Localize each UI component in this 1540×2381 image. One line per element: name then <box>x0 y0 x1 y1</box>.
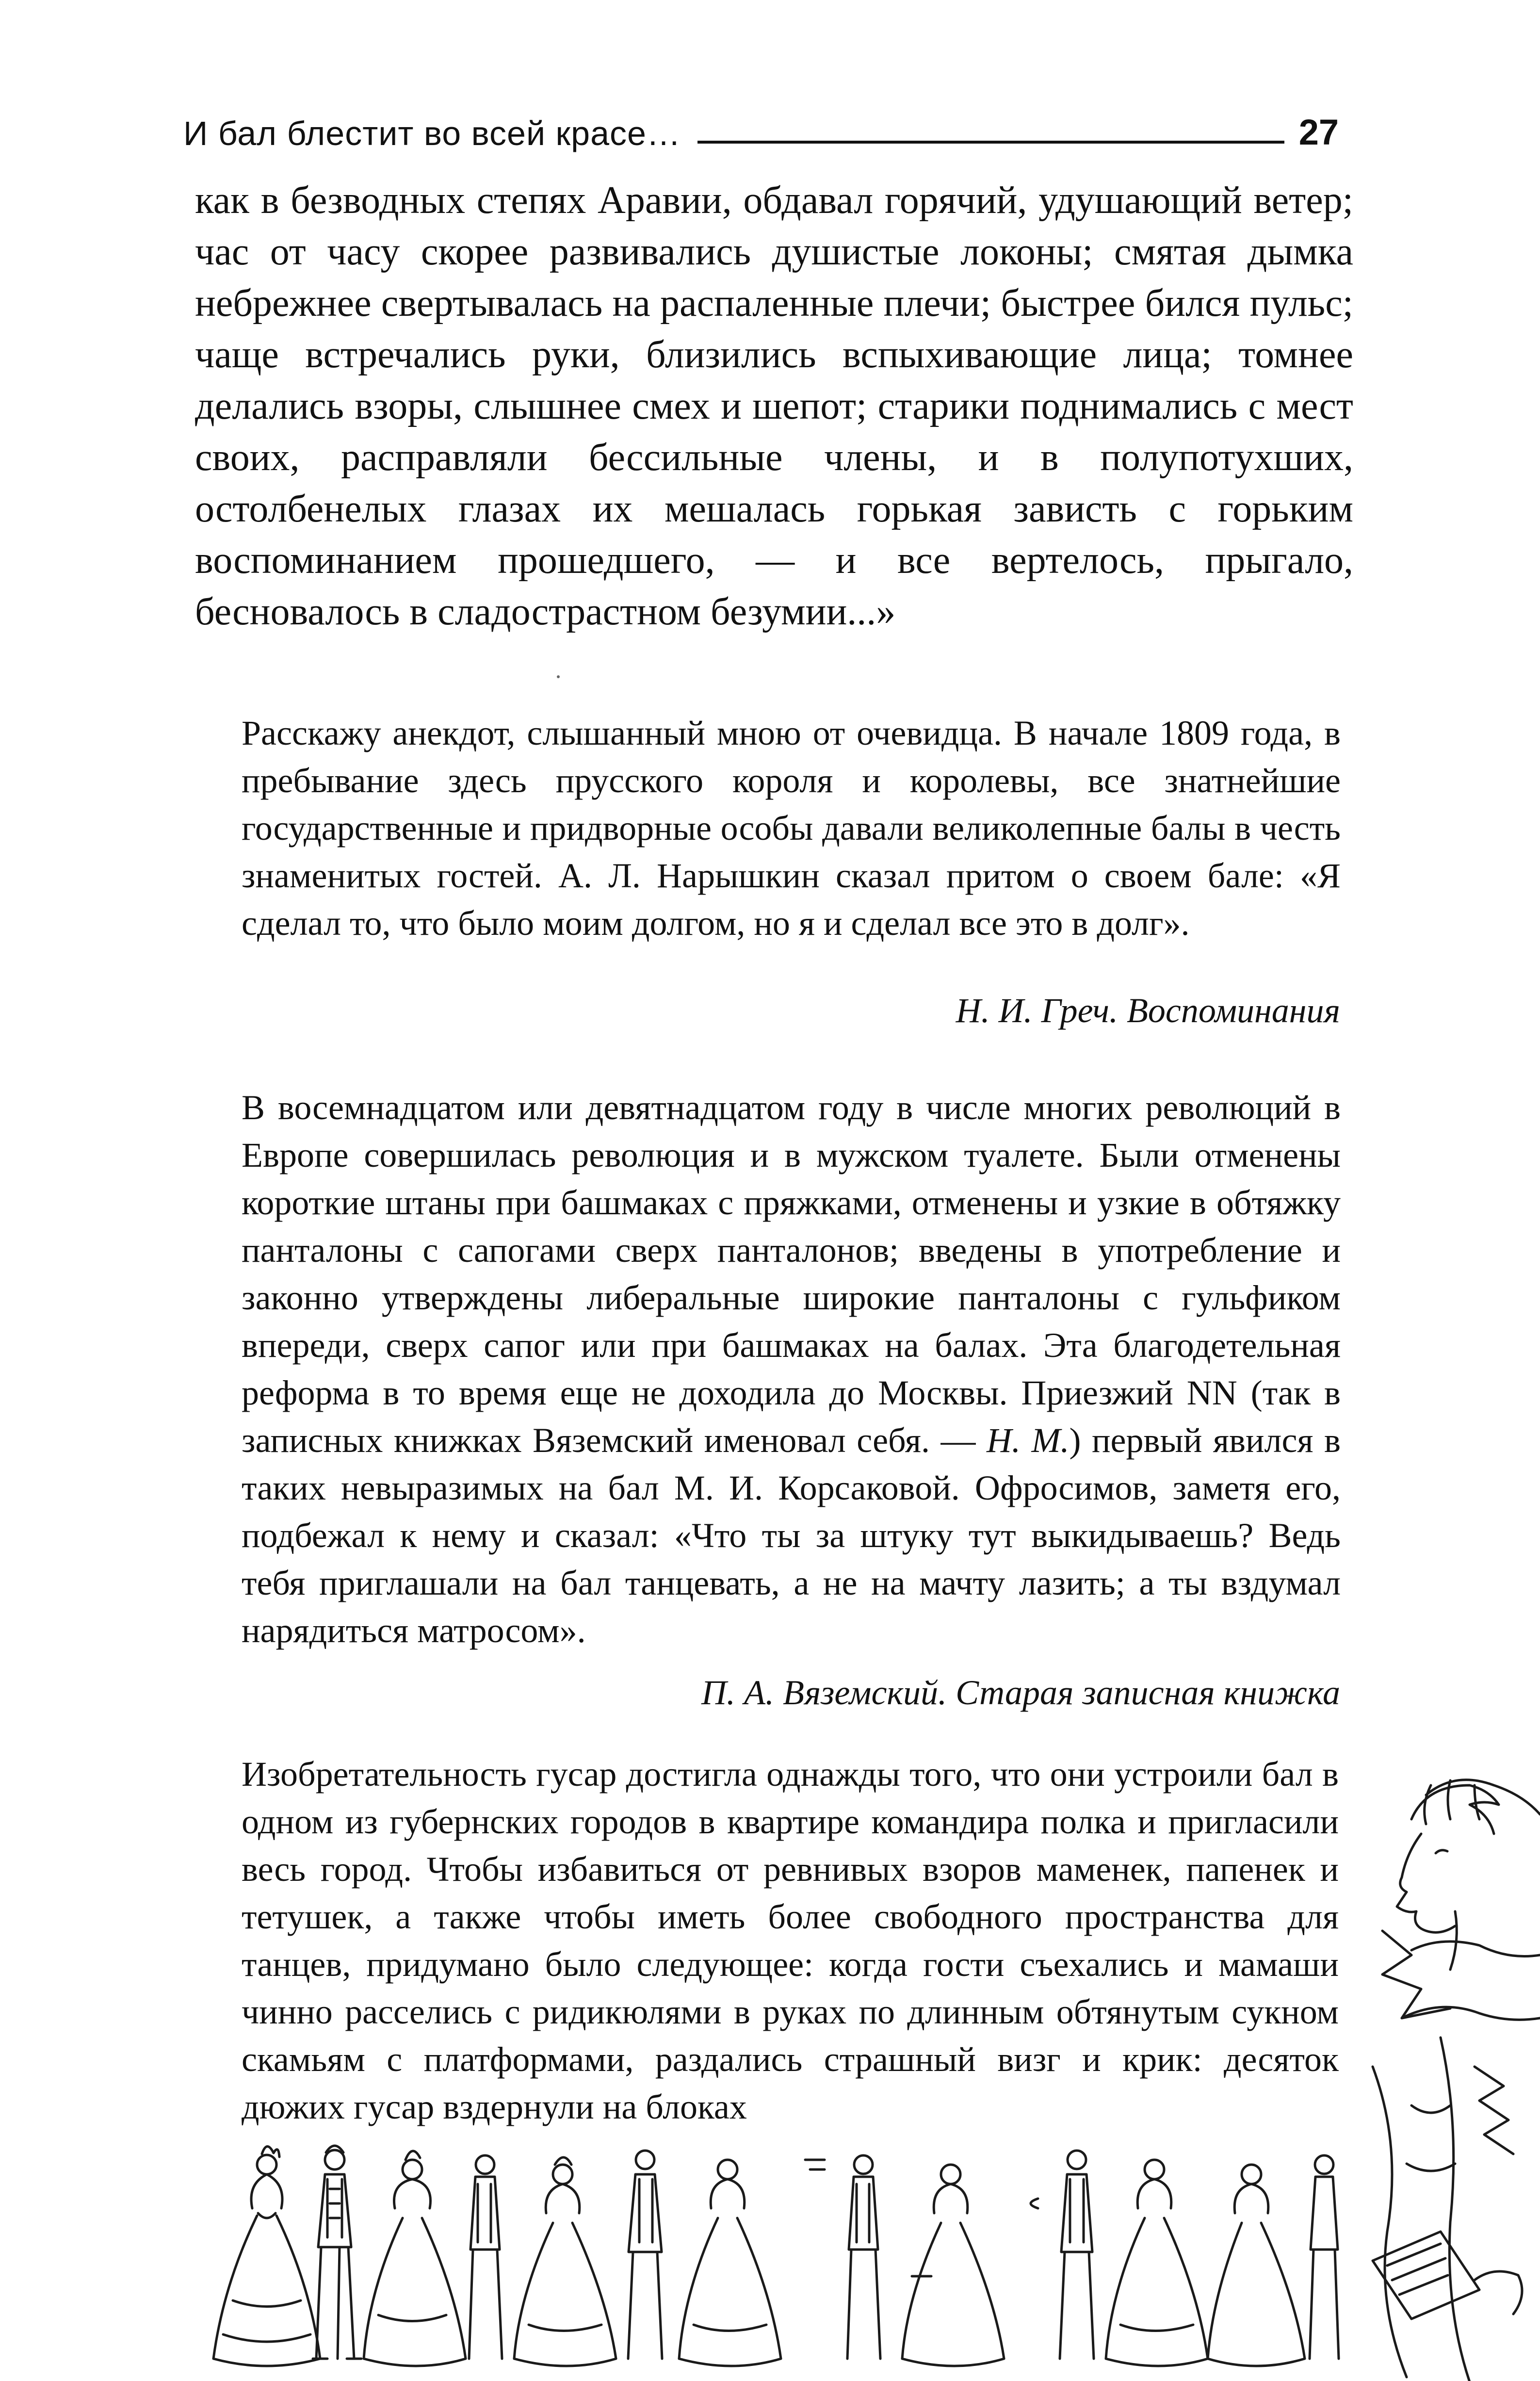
gentleman-figure-1 <box>313 2146 361 2359</box>
page-number: 27 <box>1298 112 1339 152</box>
gentleman-figure-4 <box>847 2155 880 2359</box>
dancing-couples-sketch-icon <box>194 2131 1358 2373</box>
anecdote-vyazemsky-text-end: ) первый явился в таких невыразимых на бал М. И. Корсаковой. Офросимов, заметя его, подбежал к нему и сказал: «Что ты за штуку тут выкидываешь? Ведь тебя приглашали на бал танцевать, а не на мачту лазить; а ты вздумал нарядиться матросом». <box>242 1421 1341 1650</box>
print-speck <box>557 675 560 678</box>
anecdote-vyazemsky-editor-initials: Н. М. <box>987 1421 1070 1460</box>
running-head-title: И бал блестит во всей красе… <box>183 114 681 152</box>
lady-figure-3 <box>514 2157 616 2366</box>
gentleman-figure-2 <box>469 2155 502 2359</box>
running-head <box>183 92 1339 150</box>
lady-figure-4 <box>679 2160 781 2366</box>
attribution-vyazemsky: П. А. Вяземский. Старая записная книжка <box>701 1673 1340 1712</box>
anecdote-vyazemsky-text-start: В восемнадцатом или девятнадцатом году в числе многих революций в Европе совершилась революция и в мужском туалете. Были отменены короткие штаны при башмаках с пряжками, отменены и узкие в обтяжку панталоны с сапогами сверх панталонов; введены в употребление и законно утверждены либеральные широкие панталоны с гульфиком впереди, сверх сапог или при башмаках на балах. Эта благодетельная реформа в то время еще не доходила до Москвы. Приезжий NN (так в записных книжках Вяземский именовал себя. — <box>242 1088 1341 1460</box>
attribution-grech: Н. И. Греч. Воспоминания <box>956 991 1340 1030</box>
lady-figure-2 <box>364 2151 466 2366</box>
main-text-paragraph: как в безводных степях Аравии, обдавал горячий, удушающий ветер; час от часу скорее развивались душистые локоны; смятая дымка небрежнее свертывалась на распаленные плечи; быстрее бился пульс; чаще встречались руки, близились вспыхивающие лица; томнее делались взоры, слышнее смех и шепот; старики поднимались с мест своих, расправляли бессильные члены, и в полупотухших, остолбенелых глазах их мешалась горькая зависть с горьким воспоминанием прошедшего, — и все вертелось, прыгало, бесновалось в сладострастном безумии...» <box>195 179 1353 633</box>
anecdote-hussars: Изобретательность гусар достигла однажды того, что они устроили бал в одном из губернских городов в квартире командира полка и пригласили весь город. Чтобы избавиться от ревнивых взоров маменек, папенек и тетушек, а также чтобы иметь более свободного пространства для танцев, придумано было следующее: когда гости съехались и мамаши чинно расселись с ридикюлями в руках по длинным обтянутым сукном скамьям с платформами, раздались страшный визг и крик: десяток дюжих гусар вздернули на блоках <box>242 1755 1339 2126</box>
lady-figure-5 <box>902 2165 1004 2366</box>
lady-figure-7 <box>1208 2165 1305 2366</box>
lady-figure-6 <box>1106 2160 1208 2366</box>
anecdote-vyazemsky <box>242 1084 1341 1654</box>
gentleman-figure-3 <box>628 2151 662 2359</box>
running-head-rule <box>697 141 1284 144</box>
gentleman-figure-5 <box>1060 2151 1094 2359</box>
anecdote-grech: Расскажу анекдот, слышанный мною от очевидца. В начале 1809 года, в пребывание здесь прусского короля и королевы, все знатнейшие государственные и придворные особы давали великолепные балы в честь знаменитых гостей. А. Л. Нарышкин сказал притом о своем бале: «Я сделал то, что было моим долгом, но я и сделал все это в долг». <box>242 714 1341 943</box>
gentleman-figure-6 <box>1310 2155 1339 2359</box>
lady-figure-1 <box>213 2146 320 2366</box>
profile-portrait-sketch-icon <box>1353 1766 1540 2381</box>
